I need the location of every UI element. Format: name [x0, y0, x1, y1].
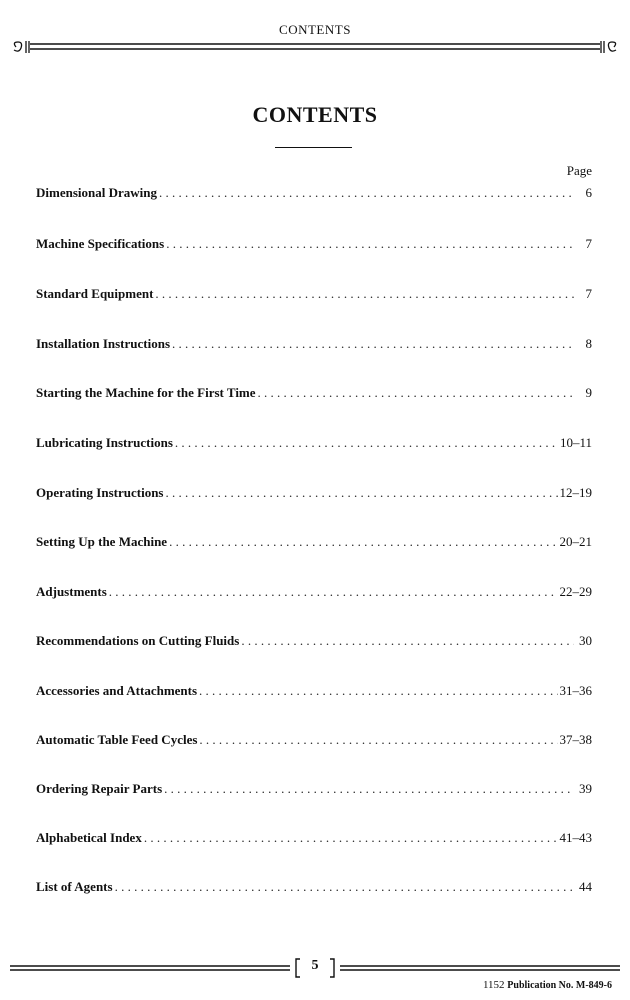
toc-entry-page: 30 — [579, 633, 592, 648]
toc-entry[interactable] — [36, 534, 592, 554]
title-underline — [275, 147, 352, 148]
toc-entry-label: Starting the Machine for the First Time — [36, 385, 256, 400]
toc-entry[interactable] — [36, 732, 592, 752]
dot-leader — [115, 879, 574, 895]
dot-leader — [175, 435, 558, 451]
dot-leader — [241, 633, 574, 649]
dot-leader — [165, 485, 557, 501]
toc-entry[interactable] — [36, 236, 592, 256]
dot-leader — [169, 534, 557, 550]
toc-entry-page: 7 — [585, 286, 592, 301]
print-code: 1152 — [482, 979, 505, 991]
toc-entry-label: Accessories and Attachments — [36, 683, 198, 698]
toc-entry-page: 44 — [579, 879, 592, 894]
toc-entry-page: 31–36 — [559, 683, 592, 698]
toc-entry-page: 22–29 — [559, 584, 592, 599]
toc-entry-label: Automatic Table Feed Cycles — [36, 732, 198, 747]
toc-entry-label: Standard Equipment — [36, 286, 154, 301]
toc-entry-label: Alphabetical Index — [36, 830, 142, 845]
dot-leader — [144, 830, 558, 846]
toc-entry[interactable] — [36, 633, 592, 653]
running-head: CONTENTS — [279, 22, 351, 37]
toc-entry[interactable] — [36, 781, 592, 801]
dot-leader — [155, 286, 574, 302]
page-title: CONTENTS — [252, 102, 378, 127]
toc-entry-label: Setting Up the Machine — [36, 534, 168, 549]
dot-leader — [159, 185, 574, 201]
toc-entry[interactable] — [36, 185, 592, 205]
toc-entry[interactable] — [36, 584, 592, 604]
toc-entry-page: 9 — [585, 385, 592, 400]
toc-entry-page: 10–11 — [559, 435, 592, 450]
toc-entry[interactable] — [36, 336, 592, 356]
toc-entry-label: Recommendations on Cutting Fluids — [36, 633, 240, 648]
toc-entry-label: Installation Instructions — [36, 336, 170, 351]
dot-leader — [164, 781, 574, 797]
toc-entry-label: List of Agents — [36, 879, 113, 894]
toc-entry[interactable] — [36, 683, 592, 703]
toc-entry-label: Lubricating Instructions — [36, 435, 173, 450]
dot-leader — [109, 584, 558, 600]
toc-entry-page: 6 — [585, 185, 592, 200]
dot-leader — [258, 385, 574, 401]
page-column-header: Page — [566, 163, 592, 178]
toc-entry[interactable] — [36, 435, 592, 455]
publication-line — [483, 979, 612, 991]
toc-entry[interactable] — [36, 830, 592, 850]
toc-entry-page: 20–21 — [559, 534, 592, 549]
dot-leader — [199, 732, 557, 748]
dot-leader — [199, 683, 557, 699]
toc-entry-page: 39 — [579, 781, 592, 796]
toc-entry[interactable] — [36, 879, 592, 899]
toc-entry-label: Adjustments — [36, 584, 107, 599]
dot-leader — [172, 336, 574, 352]
ornamental-rule-top — [10, 40, 620, 54]
toc-entry-page: 37–38 — [559, 732, 592, 747]
toc-entry-page: 8 — [585, 336, 592, 351]
toc-entry[interactable] — [36, 385, 592, 405]
dot-leader — [166, 236, 574, 252]
toc-entry-label: Machine Specifications — [36, 236, 165, 251]
toc-entry-label: Operating Instructions — [36, 485, 164, 500]
publication-number: Publication No. M-849-6 — [507, 980, 612, 991]
toc-entry[interactable] — [36, 485, 592, 505]
page-number: 5 — [311, 958, 319, 973]
toc-entry-page: 7 — [585, 236, 592, 251]
toc-entry-page: 12–19 — [559, 485, 592, 500]
toc-entry-label: Dimensional Drawing — [36, 185, 157, 200]
toc-entry-label: Ordering Repair Parts — [36, 781, 163, 796]
toc-entry[interactable] — [36, 286, 592, 306]
toc-entry-page: 41–43 — [559, 830, 592, 845]
